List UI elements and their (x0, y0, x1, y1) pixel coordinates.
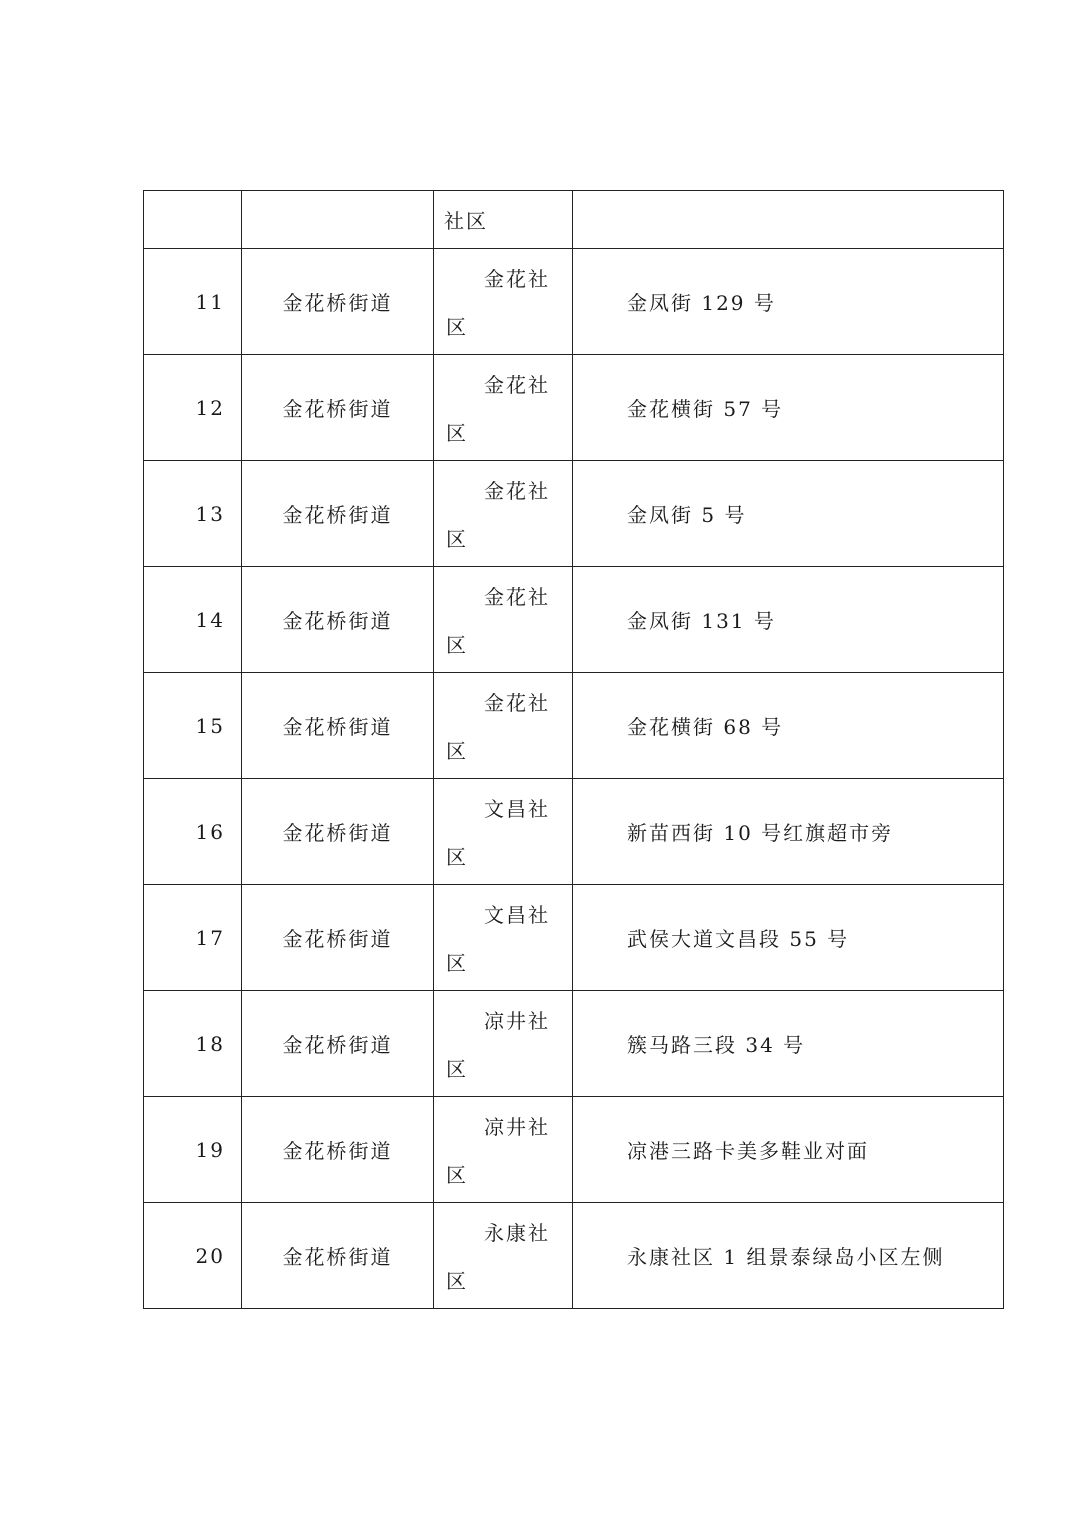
table-row (144, 673, 1004, 779)
cell-street: 金花桥街道 (242, 779, 434, 885)
cell-num: 11 (144, 249, 242, 355)
community-line1: 金花社 (484, 691, 550, 715)
community-line2: 区 (446, 527, 468, 551)
cell-address: 簇马路三段 34 号 (573, 991, 1004, 1097)
cell-num: 13 (144, 461, 242, 567)
cell-community (434, 885, 573, 991)
cell-address: 武侯大道文昌段 55 号 (573, 885, 1004, 991)
cell-address: 金花横街 57 号 (573, 355, 1004, 461)
community-line1: 文昌社 (484, 903, 550, 927)
cell-community (434, 249, 573, 355)
cell-address: 新苗西街 10 号红旗超市旁 (573, 779, 1004, 885)
table-row (144, 1203, 1004, 1309)
community-line2: 区 (446, 421, 468, 445)
cell-street: 金花桥街道 (242, 1097, 434, 1203)
cell-street: 金花桥街道 (242, 885, 434, 991)
cell-community (434, 673, 573, 779)
cell-street: 金花桥街道 (242, 991, 434, 1097)
cell-address: 凉港三路卡美多鞋业对面 (573, 1097, 1004, 1203)
cell-street: 金花桥街道 (242, 355, 434, 461)
cell-address: 金凤街 5 号 (573, 461, 1004, 567)
cell-num: 14 (144, 567, 242, 673)
community-line1: 金花社 (484, 267, 550, 291)
cell-street: 金花桥街道 (242, 1203, 434, 1309)
cell-num: 18 (144, 991, 242, 1097)
table-row (144, 885, 1004, 991)
community-line1: 金花社 (484, 373, 550, 397)
cell-num: 16 (144, 779, 242, 885)
table-row (144, 249, 1004, 355)
community-text: 社区 (444, 209, 488, 233)
table-row (144, 779, 1004, 885)
community-line2: 区 (446, 315, 468, 339)
sites-table (143, 190, 1004, 1309)
cell-community (434, 1097, 573, 1203)
cell-street: 金花桥街道 (242, 461, 434, 567)
cell-num: 19 (144, 1097, 242, 1203)
cell-address (573, 191, 1004, 249)
community-line2: 区 (446, 845, 468, 869)
community-line1: 文昌社 (484, 797, 550, 821)
cell-community (434, 1203, 573, 1309)
cell-address: 永康社区 1 组景泰绿岛小区左侧 (573, 1203, 1004, 1309)
cell-street: 金花桥街道 (242, 673, 434, 779)
table-row-continuation (144, 191, 1004, 249)
cell-num: 17 (144, 885, 242, 991)
cell-street: 金花桥街道 (242, 567, 434, 673)
cell-num: 20 (144, 1203, 242, 1309)
cell-community (434, 355, 573, 461)
table-row (144, 567, 1004, 673)
community-line2: 区 (446, 1269, 468, 1293)
community-line2: 区 (446, 739, 468, 763)
table-row (144, 461, 1004, 567)
community-line1: 永康社 (484, 1221, 550, 1245)
community-line2: 区 (446, 633, 468, 657)
cell-community (434, 567, 573, 673)
table-row (144, 1097, 1004, 1203)
cell-num: 12 (144, 355, 242, 461)
community-line2: 区 (446, 1057, 468, 1081)
cell-address: 金凤街 131 号 (573, 567, 1004, 673)
cell-address: 金凤街 129 号 (573, 249, 1004, 355)
cell-community (434, 191, 573, 249)
table-row (144, 355, 1004, 461)
community-line2: 区 (446, 951, 468, 975)
cell-community (434, 779, 573, 885)
community-line1: 金花社 (484, 479, 550, 503)
community-line1: 金花社 (484, 585, 550, 609)
cell-street (242, 191, 434, 249)
cell-community (434, 461, 573, 567)
cell-address: 金花横街 68 号 (573, 673, 1004, 779)
community-line1: 凉井社 (484, 1115, 550, 1139)
cell-num: 15 (144, 673, 242, 779)
cell-num (144, 191, 242, 249)
community-line2: 区 (446, 1163, 468, 1187)
table-row (144, 991, 1004, 1097)
cell-community (434, 991, 573, 1097)
cell-street: 金花桥街道 (242, 249, 434, 355)
community-line1: 凉井社 (484, 1009, 550, 1033)
